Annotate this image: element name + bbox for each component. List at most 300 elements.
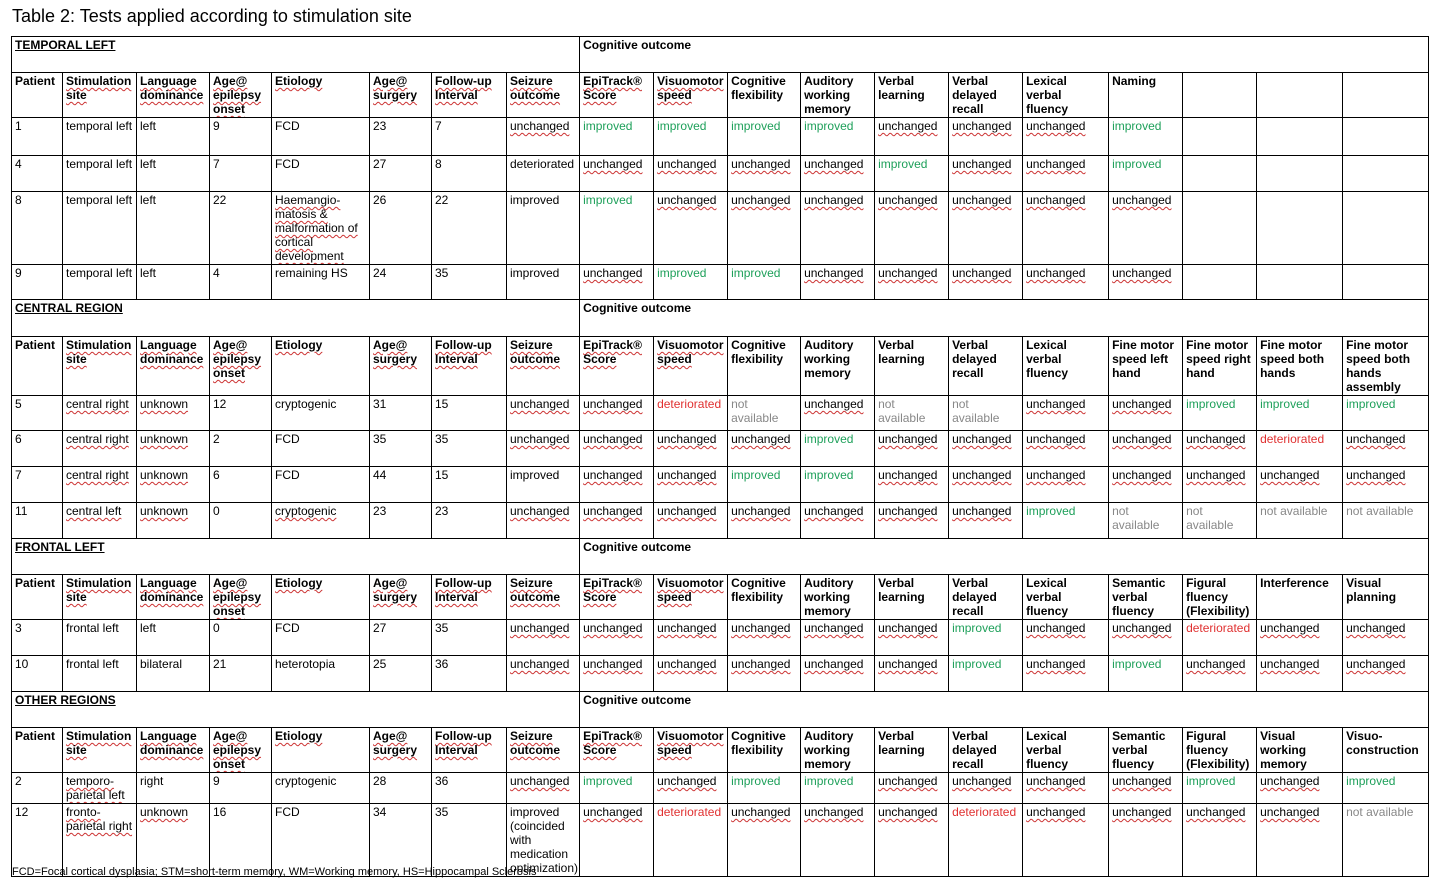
- cell-seizure: improved: [507, 265, 580, 300]
- test-column-header: Visual working memory: [1257, 728, 1343, 773]
- cell-test-result: unchanged: [1343, 656, 1429, 692]
- cognitive-outcome-title: Cognitive outcome: [580, 692, 1429, 728]
- column-header: Age@ epilepsy onset: [210, 337, 272, 396]
- column-header: Patient: [12, 337, 63, 396]
- test-column-header: Auditory working memory: [801, 575, 875, 620]
- test-column-header: Auditory working memory: [801, 73, 875, 118]
- column-header: Stimulation site: [63, 575, 137, 620]
- cell-test-result: unchanged: [1023, 192, 1109, 265]
- cell-test-result: unchanged: [801, 620, 875, 656]
- cell-site: fronto-parietal right: [63, 804, 137, 877]
- cell-test-result: improved: [1109, 656, 1183, 692]
- column-header: Age@ epilepsy onset: [210, 73, 272, 118]
- cell-onset: 0: [210, 503, 272, 539]
- cell-site: frontal left: [63, 656, 137, 692]
- cell-test-result: improved: [1343, 773, 1429, 804]
- cell-test-result: unchanged: [801, 503, 875, 539]
- test-column-header: Verbal learning: [875, 337, 949, 396]
- cell-test-result: unchanged: [1257, 656, 1343, 692]
- column-header: Age@ epilepsy onset: [210, 575, 272, 620]
- column-header: Follow-up Interval: [432, 73, 507, 118]
- cell-test-result: unchanged: [580, 503, 654, 539]
- cell-etiology: cryptogenic: [272, 396, 370, 431]
- test-column-header: EpiTrack® Score: [580, 337, 654, 396]
- cell-test-result: improved: [949, 656, 1023, 692]
- table-row: [12, 396, 1429, 431]
- table-row: [12, 620, 1429, 656]
- cell-test-result: improved: [1257, 396, 1343, 431]
- test-column-header: Verbal delayed recall: [949, 575, 1023, 620]
- cell-site: frontal left: [63, 620, 137, 656]
- cell-test-result: unchanged: [801, 804, 875, 877]
- cell-site: temporo-parietal left: [63, 773, 137, 804]
- cell-patient: 12: [12, 804, 63, 877]
- test-column-header: Lexical verbal fluency: [1023, 728, 1109, 773]
- test-column-header: Verbal learning: [875, 728, 949, 773]
- cell-test-result: unchanged: [875, 773, 949, 804]
- cell-onset: 22: [210, 192, 272, 265]
- stimulation-tests-table: [11, 36, 1429, 877]
- column-header-row: [12, 575, 1429, 620]
- cell-test-result: unchanged: [654, 156, 728, 192]
- cell-seizure: deteriorated: [507, 156, 580, 192]
- cell-site: central left: [63, 503, 137, 539]
- cell-test-result: unchanged: [949, 503, 1023, 539]
- column-header: Follow-up Interval: [432, 337, 507, 396]
- test-column-header: Verbal delayed recall: [949, 337, 1023, 396]
- cell-test-result: unchanged: [1183, 431, 1257, 467]
- column-header: Language dominance: [137, 728, 210, 773]
- cell-onset: 2: [210, 431, 272, 467]
- cell-test-result: unchanged: [1109, 265, 1183, 300]
- cell-test-result: unchanged: [728, 503, 801, 539]
- cell-test-result: improved: [1023, 503, 1109, 539]
- cell-test-result: improved: [1183, 773, 1257, 804]
- test-column-header: Cognitive flexibility: [728, 728, 801, 773]
- test-column-header: Fine motor speed right hand: [1183, 337, 1257, 396]
- cell-test-result: unchanged: [1023, 156, 1109, 192]
- cell-test-result: unchanged: [949, 156, 1023, 192]
- cell-test-result: unchanged: [1343, 620, 1429, 656]
- cell-onset: 21: [210, 656, 272, 692]
- test-column-header: Visuo-construction: [1343, 728, 1429, 773]
- column-header: Stimulation site: [63, 73, 137, 118]
- cell-patient: 11: [12, 503, 63, 539]
- test-column-header: Verbal learning: [875, 73, 949, 118]
- cell-test-result: unchanged: [949, 773, 1023, 804]
- cell-etiology: FCD: [272, 118, 370, 156]
- cell-test-result: improved: [580, 192, 654, 265]
- cell-test-result: [1343, 156, 1429, 192]
- table-row: [12, 156, 1429, 192]
- cell-test-result: unchanged: [875, 804, 949, 877]
- cell-seizure: unchanged: [507, 431, 580, 467]
- cell-test-result: improved: [875, 156, 949, 192]
- cell-patient: 9: [12, 265, 63, 300]
- cell-test-result: unchanged: [1023, 265, 1109, 300]
- cell-etiology: remaining HS: [272, 265, 370, 300]
- cell-test-result: unchanged: [1109, 467, 1183, 503]
- cell-patient: 4: [12, 156, 63, 192]
- test-column-header: Cognitive flexibility: [728, 73, 801, 118]
- column-header: Age@ epilepsy onset: [210, 728, 272, 773]
- cell-test-result: improved: [1343, 396, 1429, 431]
- cell-followup: 22: [432, 192, 507, 265]
- cell-test-result: unchanged: [949, 467, 1023, 503]
- cell-test-result: [1257, 192, 1343, 265]
- cell-test-result: unchanged: [580, 467, 654, 503]
- cell-test-result: unchanged: [875, 656, 949, 692]
- cell-followup: 35: [432, 620, 507, 656]
- column-header: Age@ surgery: [370, 73, 432, 118]
- cell-surgery: 27: [370, 156, 432, 192]
- column-header: Seizure outcome: [507, 337, 580, 396]
- cell-test-result: improved: [801, 773, 875, 804]
- cell-surgery: 23: [370, 503, 432, 539]
- cell-test-result: unchanged: [580, 156, 654, 192]
- column-header: Patient: [12, 575, 63, 620]
- cell-test-result: unchanged: [1183, 656, 1257, 692]
- cell-onset: 0: [210, 620, 272, 656]
- cell-followup: 23: [432, 503, 507, 539]
- cell-test-result: deteriorated: [654, 396, 728, 431]
- cell-followup: 35: [432, 804, 507, 877]
- table-row: [12, 773, 1429, 804]
- test-column-header: Verbal delayed recall: [949, 728, 1023, 773]
- cell-test-result: unchanged: [1109, 396, 1183, 431]
- cell-patient: 6: [12, 431, 63, 467]
- section-header-row: [12, 539, 1429, 575]
- cell-site: central right: [63, 396, 137, 431]
- cell-test-result: unchanged: [875, 503, 949, 539]
- cell-followup: 36: [432, 773, 507, 804]
- cell-test-result: unchanged: [1257, 804, 1343, 877]
- test-column-header: Visual planning: [1343, 575, 1429, 620]
- column-header: Etiology: [272, 728, 370, 773]
- cell-test-result: improved: [801, 431, 875, 467]
- cell-test-result: improved: [580, 118, 654, 156]
- cell-patient: 8: [12, 192, 63, 265]
- cell-test-result: unchanged: [728, 804, 801, 877]
- column-header: Etiology: [272, 575, 370, 620]
- cell-lang: bilateral: [137, 656, 210, 692]
- cell-test-result: unchanged: [1109, 192, 1183, 265]
- cell-test-result: unchanged: [728, 656, 801, 692]
- cell-surgery: 35: [370, 431, 432, 467]
- cell-test-result: [1343, 118, 1429, 156]
- cell-onset: 12: [210, 396, 272, 431]
- cell-test-result: unchanged: [580, 396, 654, 431]
- cell-test-result: unchanged: [580, 620, 654, 656]
- test-column-header: Lexical verbal fluency: [1023, 337, 1109, 396]
- cell-test-result: unchanged: [1023, 620, 1109, 656]
- cell-site: temporal left: [63, 118, 137, 156]
- test-column-header: Verbal learning: [875, 575, 949, 620]
- test-column-header: Auditory working memory: [801, 337, 875, 396]
- cell-test-result: unchanged: [1023, 804, 1109, 877]
- cell-followup: 15: [432, 396, 507, 431]
- cell-onset: 6: [210, 467, 272, 503]
- test-column-header: Visuomotor speed: [654, 728, 728, 773]
- test-column-header: Auditory working memory: [801, 728, 875, 773]
- test-column-header: Verbal delayed recall: [949, 73, 1023, 118]
- cell-seizure: unchanged: [507, 620, 580, 656]
- cell-test-result: unchanged: [580, 656, 654, 692]
- cell-patient: 10: [12, 656, 63, 692]
- cell-test-result: unchanged: [1109, 620, 1183, 656]
- cell-surgery: 27: [370, 620, 432, 656]
- cell-test-result: unchanged: [875, 192, 949, 265]
- cell-surgery: 23: [370, 118, 432, 156]
- cell-lang: right: [137, 773, 210, 804]
- cell-test-result: [1183, 118, 1257, 156]
- cell-lang: unknown: [137, 467, 210, 503]
- cell-etiology: Haemangio-matosis & malformation of cortical development: [272, 192, 370, 265]
- cell-test-result: unchanged: [654, 620, 728, 656]
- cell-test-result: unchanged: [654, 192, 728, 265]
- cell-test-result: unchanged: [801, 656, 875, 692]
- cell-test-result: unchanged: [875, 118, 949, 156]
- cell-test-result: unchanged: [1109, 773, 1183, 804]
- cell-test-result: not available: [1183, 503, 1257, 539]
- cell-etiology: FCD: [272, 620, 370, 656]
- cell-lang: unknown: [137, 431, 210, 467]
- cell-test-result: not available: [728, 396, 801, 431]
- column-header: Stimulation site: [63, 728, 137, 773]
- cell-lang: left: [137, 118, 210, 156]
- cell-seizure: unchanged: [507, 503, 580, 539]
- test-column-header: Cognitive flexibility: [728, 575, 801, 620]
- cell-test-result: improved: [728, 265, 801, 300]
- column-header: Age@ surgery: [370, 728, 432, 773]
- section-header-row: [12, 692, 1429, 728]
- cell-test-result: unchanged: [801, 265, 875, 300]
- test-column-header: Lexical verbal fluency: [1023, 73, 1109, 118]
- cell-test-result: unchanged: [580, 431, 654, 467]
- test-column-header: Fine motor speed both hands: [1257, 337, 1343, 396]
- cell-patient: 7: [12, 467, 63, 503]
- cell-test-result: unchanged: [728, 192, 801, 265]
- test-column-header: EpiTrack® Score: [580, 73, 654, 118]
- section-title: TEMPORAL LEFT: [12, 37, 580, 73]
- table-row: [12, 118, 1429, 156]
- cell-test-result: [1257, 156, 1343, 192]
- cell-seizure: improved: [507, 467, 580, 503]
- cell-test-result: unchanged: [1257, 620, 1343, 656]
- cell-lang: left: [137, 192, 210, 265]
- cell-test-result: unchanged: [1183, 467, 1257, 503]
- cell-test-result: improved: [728, 467, 801, 503]
- column-header: Patient: [12, 73, 63, 118]
- cell-etiology: FCD: [272, 467, 370, 503]
- cell-test-result: unchanged: [580, 804, 654, 877]
- cell-test-result: deteriorated: [1183, 620, 1257, 656]
- cell-test-result: improved: [580, 773, 654, 804]
- cell-patient: 3: [12, 620, 63, 656]
- cell-lang: unknown: [137, 804, 210, 877]
- cell-test-result: unchanged: [949, 192, 1023, 265]
- cell-test-result: improved: [949, 620, 1023, 656]
- column-header: Patient: [12, 728, 63, 773]
- cell-test-result: improved: [728, 773, 801, 804]
- cognitive-outcome-title: Cognitive outcome: [580, 37, 1429, 73]
- cell-test-result: unchanged: [1023, 467, 1109, 503]
- cell-surgery: 31: [370, 396, 432, 431]
- column-header: Stimulation site: [63, 337, 137, 396]
- test-column-header: [1183, 73, 1257, 118]
- column-header: Etiology: [272, 337, 370, 396]
- test-column-header: Semantic verbal fluency: [1109, 575, 1183, 620]
- table-row: [12, 265, 1429, 300]
- cell-seizure: unchanged: [507, 396, 580, 431]
- cell-test-result: unchanged: [949, 431, 1023, 467]
- test-column-header: Visuomotor speed: [654, 337, 728, 396]
- cell-test-result: [1257, 265, 1343, 300]
- column-header: Language dominance: [137, 337, 210, 396]
- cell-etiology: FCD: [272, 431, 370, 467]
- cell-lang: left: [137, 620, 210, 656]
- cell-test-result: unchanged: [1023, 773, 1109, 804]
- test-column-header: EpiTrack® Score: [580, 575, 654, 620]
- cell-surgery: 26: [370, 192, 432, 265]
- cell-followup: 36: [432, 656, 507, 692]
- section-header-row: [12, 37, 1429, 73]
- cell-test-result: deteriorated: [949, 804, 1023, 877]
- column-header: Follow-up Interval: [432, 575, 507, 620]
- test-column-header: [1343, 73, 1429, 118]
- table-row: [12, 192, 1429, 265]
- cell-test-result: unchanged: [580, 265, 654, 300]
- cell-etiology: FCD: [272, 804, 370, 877]
- test-column-header: Figural fluency (Flexibility): [1183, 728, 1257, 773]
- cell-test-result: unchanged: [654, 467, 728, 503]
- cell-test-result: improved: [801, 467, 875, 503]
- cell-test-result: unchanged: [949, 118, 1023, 156]
- column-header: Language dominance: [137, 73, 210, 118]
- cell-onset: 9: [210, 118, 272, 156]
- column-header: Age@ surgery: [370, 575, 432, 620]
- cell-site: temporal left: [63, 156, 137, 192]
- column-header: Seizure outcome: [507, 728, 580, 773]
- test-column-header: Semantic verbal fluency: [1109, 728, 1183, 773]
- cell-test-result: improved: [1183, 396, 1257, 431]
- cell-test-result: unchanged: [654, 503, 728, 539]
- test-column-header: Naming: [1109, 73, 1183, 118]
- cell-lang: left: [137, 156, 210, 192]
- cell-test-result: [1343, 192, 1429, 265]
- column-header: Seizure outcome: [507, 73, 580, 118]
- cell-etiology: FCD: [272, 156, 370, 192]
- cognitive-outcome-title: Cognitive outcome: [580, 539, 1429, 575]
- cell-surgery: 34: [370, 804, 432, 877]
- cell-test-result: improved: [1109, 156, 1183, 192]
- cell-etiology: cryptogenic: [272, 503, 370, 539]
- cell-test-result: unchanged: [801, 156, 875, 192]
- column-header: Etiology: [272, 73, 370, 118]
- test-column-header: Visuomotor speed: [654, 575, 728, 620]
- test-column-header: [1257, 73, 1343, 118]
- test-column-header: Figural fluency (Flexibility): [1183, 575, 1257, 620]
- cell-test-result: [1343, 265, 1429, 300]
- cell-test-result: unchanged: [801, 192, 875, 265]
- cell-test-result: improved: [728, 118, 801, 156]
- cell-test-result: unchanged: [1023, 656, 1109, 692]
- cell-test-result: unchanged: [875, 431, 949, 467]
- cell-test-result: unchanged: [1343, 467, 1429, 503]
- column-header-row: [12, 728, 1429, 773]
- cell-test-result: unchanged: [728, 156, 801, 192]
- cell-test-result: deteriorated: [654, 804, 728, 877]
- cell-test-result: improved: [654, 118, 728, 156]
- cell-patient: 1: [12, 118, 63, 156]
- cell-test-result: unchanged: [1257, 467, 1343, 503]
- table-row: [12, 656, 1429, 692]
- cell-onset: 7: [210, 156, 272, 192]
- cell-test-result: not available: [875, 396, 949, 431]
- cell-test-result: not available: [1343, 804, 1429, 877]
- table-caption: Table 2: Tests applied according to stimulation site: [12, 6, 412, 26]
- cell-followup: 15: [432, 467, 507, 503]
- cell-onset: 4: [210, 265, 272, 300]
- section-title: FRONTAL LEFT: [12, 539, 580, 575]
- test-column-header: EpiTrack® Score: [580, 728, 654, 773]
- cell-surgery: 44: [370, 467, 432, 503]
- cell-lang: unknown: [137, 503, 210, 539]
- column-header: Seizure outcome: [507, 575, 580, 620]
- section-title: CENTRAL REGION: [12, 300, 580, 337]
- cell-surgery: 25: [370, 656, 432, 692]
- cell-surgery: 28: [370, 773, 432, 804]
- cell-test-result: deteriorated: [1257, 431, 1343, 467]
- cell-test-result: not available: [1343, 503, 1429, 539]
- cell-test-result: [1183, 265, 1257, 300]
- cell-onset: 16: [210, 804, 272, 877]
- cell-etiology: cryptogenic: [272, 773, 370, 804]
- cell-test-result: [1183, 192, 1257, 265]
- cell-test-result: unchanged: [1109, 804, 1183, 877]
- cell-test-result: unchanged: [875, 467, 949, 503]
- cell-test-result: unchanged: [654, 656, 728, 692]
- cell-test-result: [1257, 118, 1343, 156]
- cell-test-result: unchanged: [801, 396, 875, 431]
- cell-surgery: 24: [370, 265, 432, 300]
- cell-test-result: unchanged: [1257, 773, 1343, 804]
- cell-lang: left: [137, 265, 210, 300]
- cell-test-result: unchanged: [1183, 804, 1257, 877]
- cell-followup: 7: [432, 118, 507, 156]
- cell-site: central right: [63, 431, 137, 467]
- column-header: Language dominance: [137, 575, 210, 620]
- cell-test-result: not available: [1109, 503, 1183, 539]
- test-column-header: Fine motor speed both hands assembly: [1343, 337, 1429, 396]
- cell-etiology: heterotopia: [272, 656, 370, 692]
- cell-followup: 35: [432, 265, 507, 300]
- cell-test-result: not available: [949, 396, 1023, 431]
- cell-patient: 2: [12, 773, 63, 804]
- table-body: [12, 37, 1429, 877]
- table-row: [12, 503, 1429, 539]
- cell-test-result: unchanged: [875, 265, 949, 300]
- table-row: [12, 431, 1429, 467]
- cell-test-result: unchanged: [1023, 431, 1109, 467]
- cell-test-result: unchanged: [1109, 431, 1183, 467]
- cell-test-result: [1183, 156, 1257, 192]
- column-header: Age@ surgery: [370, 337, 432, 396]
- cell-seizure: unchanged: [507, 656, 580, 692]
- cell-test-result: unchanged: [654, 773, 728, 804]
- cell-site: temporal left: [63, 192, 137, 265]
- cell-test-result: unchanged: [949, 265, 1023, 300]
